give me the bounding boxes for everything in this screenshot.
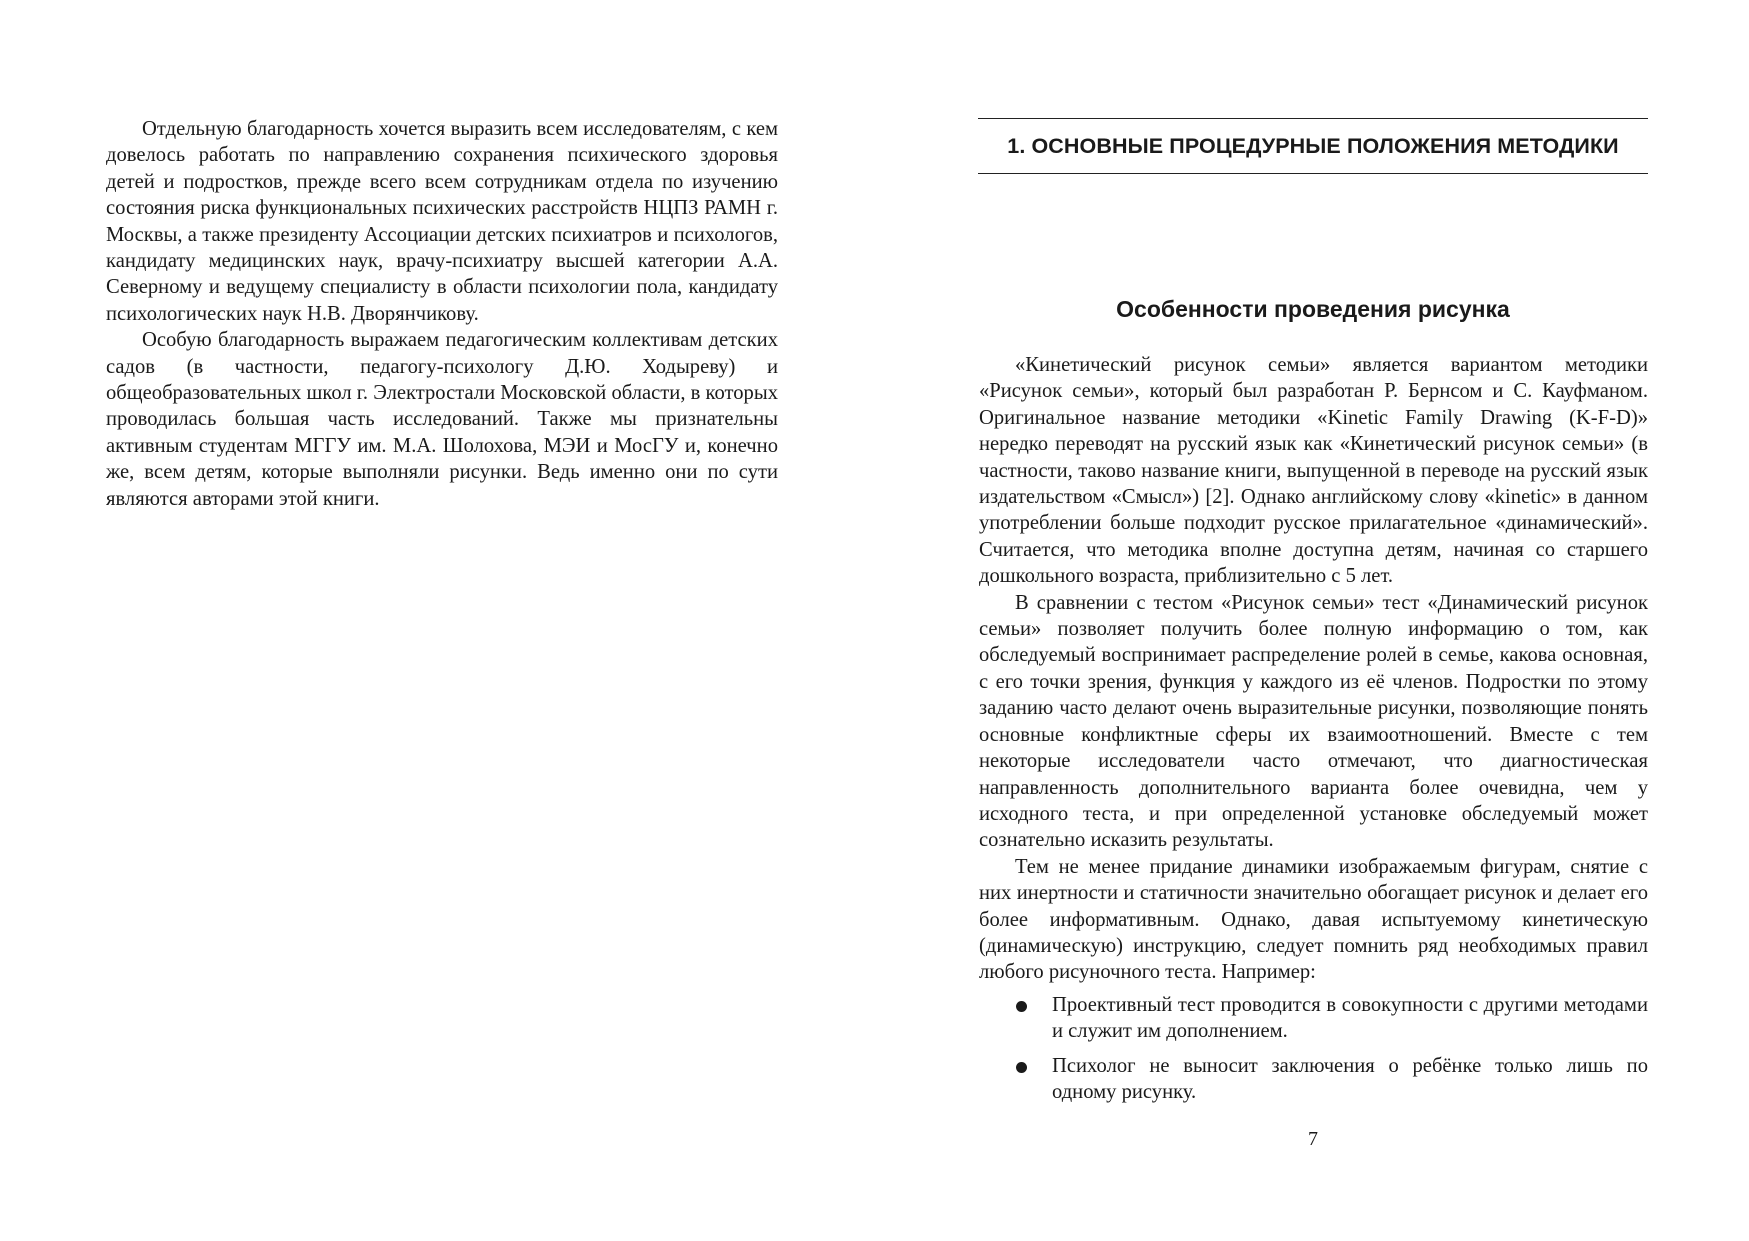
list-item-text: Проективный тест проводится в совокупности с другими методами и служит им дополнением. bbox=[1052, 993, 1648, 1043]
section-title: Особенности проведения рисунка bbox=[1116, 296, 1510, 322]
right-page bbox=[874, 0, 1749, 1241]
right-page-text bbox=[979, 352, 1648, 1113]
acknowledgement-paragraph-1: Отдельную благодарность хочется выразить всем исследователям, с кем довелось работать по направлению сохранения психического здоровья детей и подростков, прежде всего всем сотрудникам отдела по изучению состояния риска функциональных психических расстройств НЦПЗ РАМН г. Москвы, а также президенту Ассоциации детских психиатров и психологов, кандидату медицинских наук, врачу-психиатру высшей категории А.А. Северному и ведущему специалисту в области психологии пола, кандидату психологических наук Н.В. Дворянчикову. bbox=[106, 118, 778, 325]
list-item-text: Психолог не выносит заключения о ребёнке только лишь по одному рисунку. bbox=[1052, 1054, 1648, 1103]
list-item bbox=[979, 1053, 1648, 1106]
body-paragraph-2: В сравнении с тестом «Рисунок семьи» тест «Динамический рисунок семьи» позволяет получить более полную информацию о том, как обследуемый воспринимает распределение ролей в семье, какова основная, с его точки зрения, функция у каждого из её членов. Подростки по этому заданию часто делают очень выразительные рисунки, позволяющие понять основные конфликтные сферы их взаимоотношений. Вместе с тем некоторые исследователи часто отмечают, что диагностическая направленность дополнительного варианта более очевидна, чем у исходного теста, и при определенной установке обследуемый может сознательно исказить результаты. bbox=[979, 591, 1648, 852]
bullet-icon bbox=[1016, 1001, 1027, 1012]
body-paragraph-3: Тем не менее придание динамики изображаемым фигурам, снятие с них инертности и статичности значительно обогащает рисунок и делает его более информативным. Однако, давая испытуемому кинетическую (динамическую) инструкцию, следует помнить ряд необходимых правил любого рисуночного теста. Например: bbox=[979, 855, 1648, 984]
body-paragraph-1: «Кинетический рисунок семьи» является вариантом методики «Рисунок семьи», который был разработан Р. Бернсом и С. Кауфманом. Оригинальное название методики «Kinetic Family Drawing (K-F-D)» нередко переводят на русский язык как «Кинетический рисунок семьи» (в частности, таково название книги, выпущенной в переводе на русский язык издательством «Смысл») [2]. Однако английскому слову «kinetic» в данном употреблении больше подходит русское прилагательное «динамический». Считается, что методика вполне доступна детям, начиная со старшего дошкольного возраста, приблизительно с 5 лет. bbox=[979, 354, 1648, 588]
rules-list bbox=[979, 992, 1648, 1106]
page-number: 7 bbox=[1308, 1128, 1318, 1150]
left-page-text bbox=[106, 116, 778, 512]
bullet-icon bbox=[1016, 1062, 1027, 1073]
acknowledgement-paragraph-2: Особую благодарность выражаем педагогическим коллективам детских садов (в частности, педагогу-психологу Д.Ю. Ходыреву) и общеобразовательных школ г. Электростали Московской области, в которых проводилась большая часть исследований. Также мы признательны активным студентам МГГУ им. М.А. Шолохова, МЭИ и МосГУ и, конечно же, всем детям, которые выполняли рисунки. Ведь именно они по сути являются авторами этой книги. bbox=[106, 329, 778, 510]
chapter-title: 1. ОСНОВНЫЕ ПРОЦЕДУРНЫЕ ПОЛОЖЕНИЯ МЕТОДИКИ bbox=[978, 118, 1648, 174]
left-page bbox=[0, 0, 874, 1241]
list-item bbox=[979, 992, 1648, 1045]
